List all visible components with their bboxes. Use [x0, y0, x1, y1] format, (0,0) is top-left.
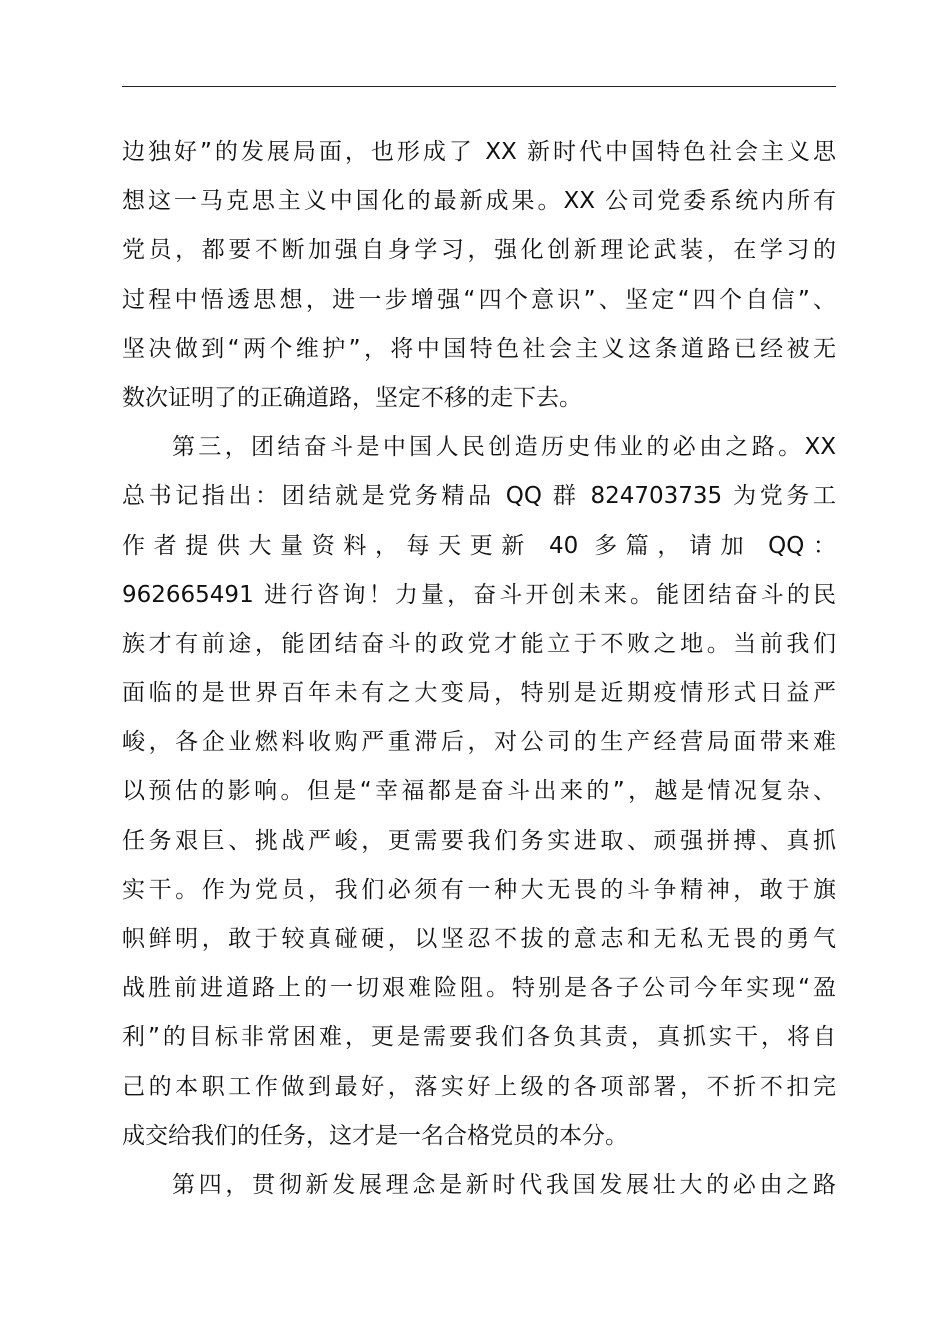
- text-line: 己的本职工作做到最好，落实好上级的各项部署，不折不扣完: [122, 1073, 836, 1100]
- text-line: 以预估的影响。但是“幸福都是奋斗出来的”，越是情况复杂、: [122, 778, 836, 805]
- text-line: 任务艰巨、挑战严峻，更需要我们务实进取、顽强拼搏、真抓: [122, 827, 836, 854]
- text-line: 战胜前进道路上的一切艰难险阻。特别是各子公司今年实现“盈: [122, 975, 836, 1002]
- text-line: 962665491 进行咨询！力量，奋斗开创未来。能团结奋斗的民: [122, 581, 836, 608]
- text-line: 利”的目标非常困难，更是需要我们各负其责，真抓实干，将自: [122, 1024, 836, 1051]
- text-line: 成交给我们的任务，这才是一名合格党员的本分。: [122, 1122, 628, 1149]
- text-line: 实干。作为党员，我们必须有一种大无畏的斗争精神，敢于旗: [122, 876, 836, 903]
- text-line: 边独好”的发展局面，也形成了 XX 新时代中国特色社会主义思: [122, 139, 836, 165]
- header-rule: [122, 86, 836, 87]
- text-line: 坚决做到“两个维护”，将中国特色社会主义这条道路已经被无: [122, 335, 836, 362]
- text-line: 想这一马克思主义中国化的最新成果。XX 公司党委系统内所有: [122, 188, 836, 215]
- text-line: 峻，各企业燃料收购严重滞后，对公司的生产经营局面带来难: [122, 729, 836, 756]
- text-line: 族才有前途，能团结奋斗的政党才能立于不败之地。当前我们: [122, 630, 836, 657]
- text-line: 党员，都要不断加强自身学习，强化创新理论武装，在学习的: [122, 237, 836, 264]
- text-line: 数次证明了的正确道路，坚定不移的走下去。: [122, 384, 582, 411]
- text-line: 总书记指出：团结就是党务精品 QQ 群 824703735 为党务工: [122, 483, 836, 510]
- text-line: 帜鲜明，敢于较真碰硬，以坚忍不拔的意志和无私无畏的勇气: [122, 926, 836, 952]
- body-text: [122, 128, 836, 1210]
- text-line: 作者提供大量资料，每天更新 40 多篇，请加 QQ：: [122, 532, 836, 559]
- text-line: 第三，团结奋斗是中国人民创造历史伟业的必由之路。XX: [172, 434, 836, 461]
- text-line: 过程中悟透思想，进一步增强“四个意识”、坚定“四个自信”、: [122, 286, 836, 313]
- text-line: 面临的是世界百年未有之大变局，特别是近期疫情形式日益严: [122, 680, 836, 707]
- text-line: 第四，贯彻新发展理念是新时代我国发展壮大的必由之路: [172, 1171, 836, 1198]
